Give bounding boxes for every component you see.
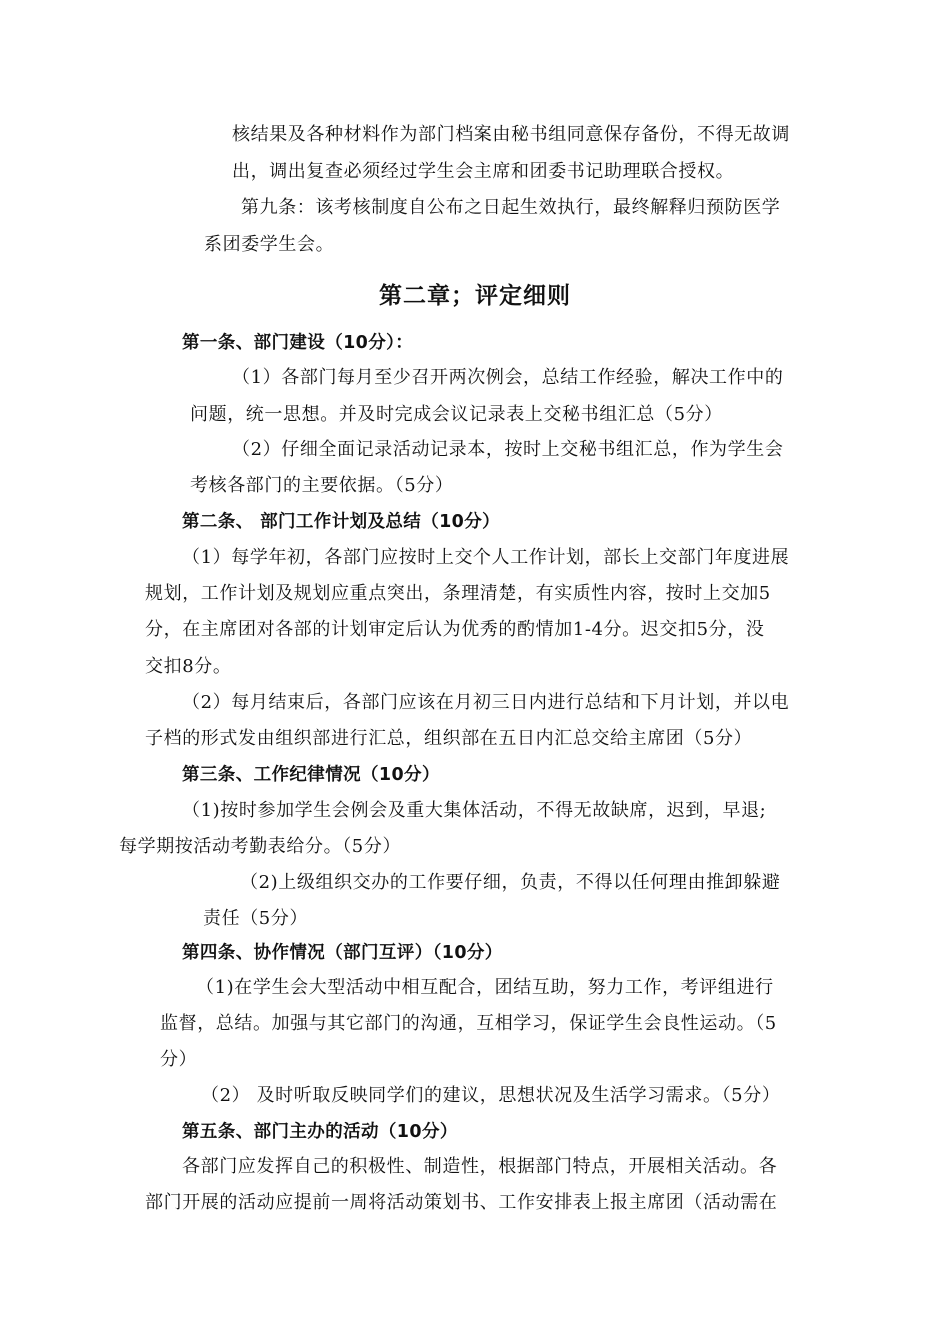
paragraph-line: （2）每月结束后，各部门应该在月初三日内进行总结和下月计划，并以电 bbox=[182, 692, 790, 713]
paragraph-line: 系团委学生会。 bbox=[204, 234, 335, 255]
paragraph-line: 规划，工作计划及规划应重点突出，条理清楚，有实质性内容，按时上交加5 bbox=[145, 583, 771, 604]
paragraph-line: 第九条：该考核制度自公布之日起生效执行，最终解释归预防医学 bbox=[241, 197, 781, 218]
paragraph-line: 问题，统一思想。并及时完成会议记录表上交秘书组汇总（5分） bbox=[190, 404, 723, 425]
paragraph-line: （1）各部门每月至少召开两次例会，总结工作经验，解决工作中的 bbox=[232, 367, 784, 388]
paragraph-line: 部门开展的活动应提前一周将活动策划书、工作安排表上报主席团（活动需在 bbox=[145, 1192, 778, 1213]
paragraph-line: 交扣8分。 bbox=[145, 656, 232, 677]
paragraph-line: 出，调出复查必须经过学生会主席和团委书记助理联合授权。 bbox=[232, 161, 735, 182]
paragraph-line: 考核各部门的主要依据。（5分） bbox=[190, 475, 454, 496]
paragraph-line: （1)在学生会大型活动中相互配合，团结互助，努力工作，考评组进行 bbox=[196, 977, 774, 998]
paragraph-line: 分） bbox=[160, 1049, 198, 1070]
paragraph-line: 监督，总结。加强与其它部门的沟通，互相学习，保证学生会良性运动。（5 bbox=[160, 1013, 777, 1034]
article-title: 第五条、部门主办的活动（10分） bbox=[182, 1122, 458, 1142]
paragraph-line: （1）每学年初，各部门应按时上交个人工作计划，部长上交部门年度进展 bbox=[182, 547, 790, 568]
paragraph-line: （2)上级组织交办的工作要仔细，负责，不得以任何理由推卸躲避 bbox=[240, 872, 781, 893]
paragraph-line: 责任（5分） bbox=[203, 908, 309, 929]
paragraph-line: 核结果及各种材料作为部门档案由秘书组同意保存备份，不得无故调 bbox=[232, 124, 790, 145]
chapter-title: 第二章；评定细则 bbox=[379, 283, 571, 309]
paragraph-line: （2） 及时听取反映同学们的建议，思想状况及生活学习需求。（5分） bbox=[201, 1085, 781, 1106]
article-title: 第三条、工作纪律情况（10分） bbox=[182, 765, 440, 785]
article-title: 第二条、 部门工作计划及总结（10分） bbox=[182, 512, 501, 532]
paragraph-line: 每学期按活动考勤表给分。（5分） bbox=[119, 836, 402, 857]
paragraph-line: 子档的形式发由组织部进行汇总，组织部在五日内汇总交给主席团（5分） bbox=[145, 728, 753, 749]
paragraph-line: 各部门应发挥自己的积极性、制造性，根据部门特点，开展相关活动。各 bbox=[182, 1156, 778, 1177]
paragraph-line: （1)按时参加学生会例会及重大集体活动，不得无故缺席，迟到，早退; bbox=[182, 800, 767, 821]
paragraph-line: （2）仔细全面记录活动记录本，按时上交秘书组汇总，作为学生会 bbox=[232, 439, 784, 460]
paragraph-line: 分，在主席团对各部的计划审定后认为优秀的酌情加1-4分。迟交扣5分，没 bbox=[145, 619, 765, 640]
article-title: 第四条、协作情况（部门互评）（10分） bbox=[182, 943, 503, 963]
article-title: 第一条、部门建设（10分）： bbox=[182, 333, 414, 353]
